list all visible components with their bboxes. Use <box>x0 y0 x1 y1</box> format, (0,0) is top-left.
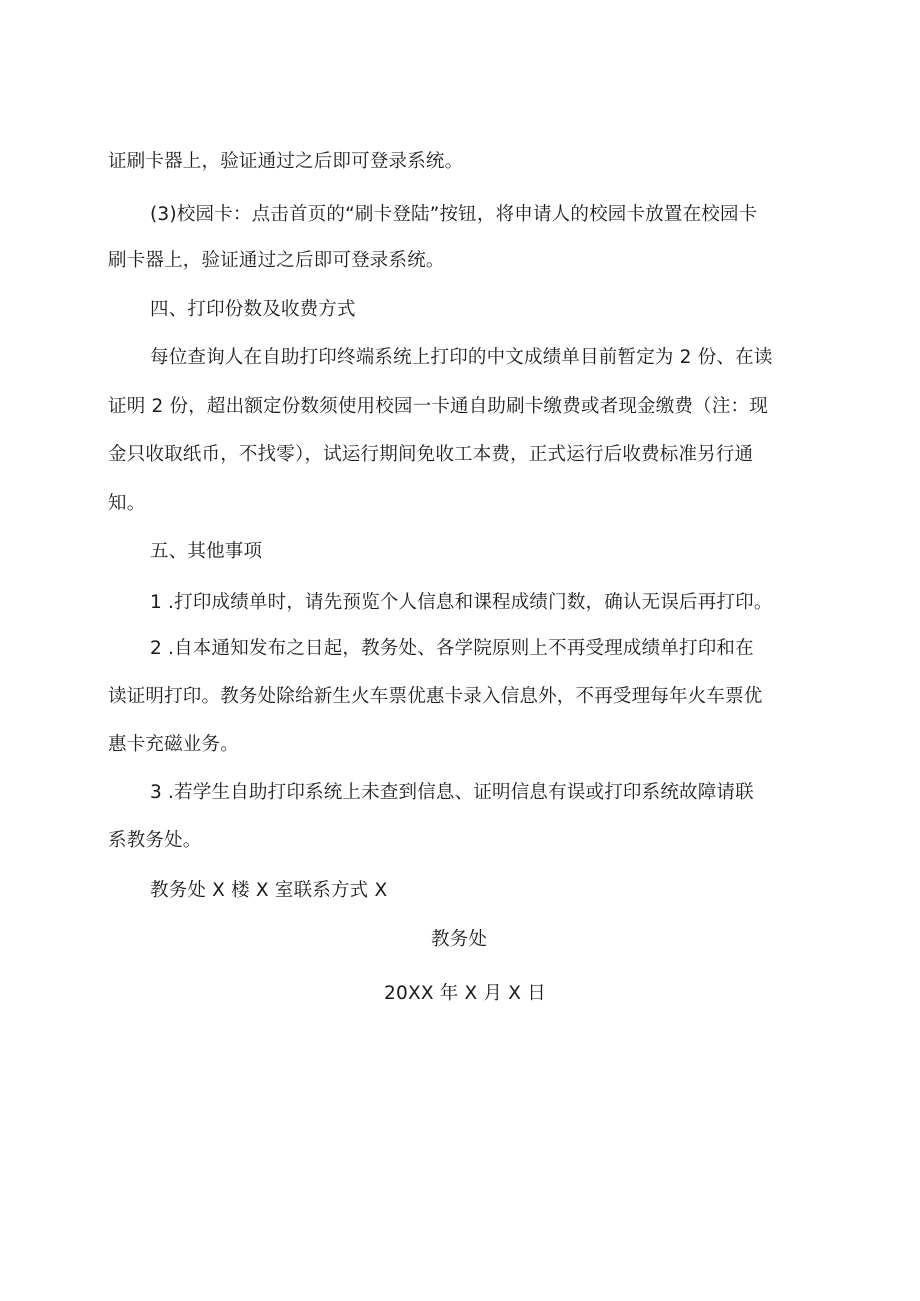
paragraph-line-continuation: 证刷卡器上，验证通过之后即可登录系统。 <box>108 151 464 172</box>
paragraph-line-campus-card: (3)校园卡：点击首页的“刷卡登陆”按钮，将申请人的校园卡放置在校园卡 <box>150 204 758 225</box>
paragraph-line-fees: 每位查询人在自助打印终端系统上打印的中文成绩单目前暂定为 2 份、在读 <box>150 347 773 368</box>
paragraph-line: 系教务处。 <box>108 830 202 851</box>
paragraph-line: 读证明打印。教务处除给新生火车票优惠卡录入信息外，不再受理每年火车票优 <box>108 686 763 707</box>
paragraph-line: 刷卡器上，验证通过之后即可登录系统。 <box>108 250 445 271</box>
signature-office: 教务处 <box>431 929 488 950</box>
list-item-2: 2 .自本通知发布之日起，教务处、各学院原则上不再受理成绩单打印和在 <box>150 638 754 659</box>
section-heading-other-matters: 五、其他事项 <box>150 541 263 562</box>
contact-info: 教务处 X 楼 X 室联系方式 X <box>150 880 388 901</box>
list-item-3: 3 .若学生自助打印系统上未查到信息、证明信息有误或打印系统故障请联 <box>150 782 754 803</box>
paragraph-line: 证明 2 份，超出额定份数须使用校园一卡通自助刷卡缴费或者现金缴费（注：现 <box>108 396 768 417</box>
signature-date: 20XX 年 X 月 X 日 <box>384 983 546 1004</box>
section-heading-print-copies: 四、打印份数及收费方式 <box>150 299 356 320</box>
paragraph-line: 金只收取纸币，不找零），试运行期间免收工本费，正式运行后收费标准另行通 <box>108 444 754 465</box>
list-item-1: 1 .打印成绩单时，请先预览个人信息和课程成绩门数，确认无误后再打印。 <box>150 592 773 613</box>
paragraph-line: 惠卡充磁业务。 <box>108 734 239 755</box>
paragraph-line: 知。 <box>108 493 146 514</box>
